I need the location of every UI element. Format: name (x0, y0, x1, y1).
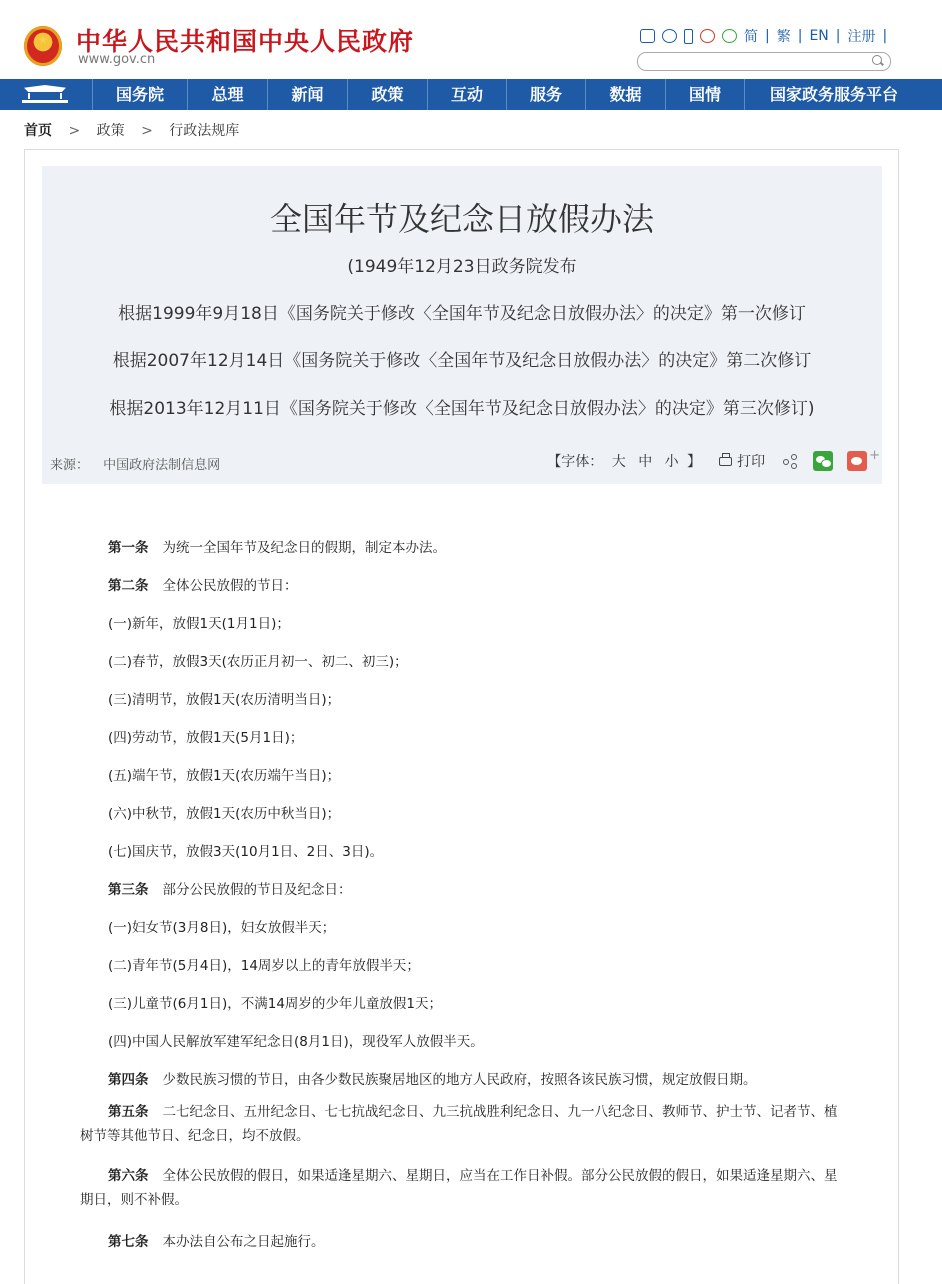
nav-item-interaction[interactable]: 互动 (428, 79, 507, 110)
separator: | (765, 28, 770, 44)
site-title[interactable]: 中华人民共和国中央人民政府 (76, 27, 415, 56)
article-header (42, 166, 882, 484)
breadcrumb-home[interactable]: 首页 (24, 123, 52, 139)
link-simplified[interactable]: 简 (744, 29, 758, 45)
article-2 (80, 574, 840, 594)
main-nav (0, 79, 942, 110)
printer-icon (719, 457, 732, 466)
article-text: 少数民族习惯的节日，由各少数民族聚居地区的地方人民政府，按照各该民族习惯，规定放假日期。 (162, 1072, 757, 1088)
article-text: 部分公民放假的节日及纪念日： (162, 882, 352, 898)
link-register[interactable]: 注册 (847, 29, 876, 45)
revision-line: (1949年12月23日政务院发布 (347, 257, 577, 277)
article-label: 第四条 (108, 1072, 149, 1088)
phone-icon[interactable] (684, 29, 693, 44)
list-item: (二)青年节(5月4日)，14周岁以上的青年放假半天； (108, 958, 420, 974)
wechat-icon[interactable] (722, 29, 737, 43)
font-size-large[interactable]: 大 (611, 454, 626, 470)
nav-item-data[interactable]: 数据 (586, 79, 666, 110)
nav-item-services[interactable]: 服务 (507, 79, 586, 110)
article-6 (80, 1164, 840, 1212)
nav-item-premier[interactable]: 总理 (188, 79, 268, 110)
site-url: www.gov.cn (78, 52, 156, 67)
link-english[interactable]: EN (809, 28, 829, 44)
mail-icon[interactable] (640, 29, 655, 43)
article-label: 第一条 (108, 540, 149, 556)
article-4 (80, 1068, 840, 1088)
revision-line: 根据2007年12月14日《国务院关于修改〈全国年节及纪念日放假办法〉的决定》第二次修订 (112, 351, 812, 371)
article-tools (547, 447, 880, 472)
article-1 (80, 536, 840, 556)
top-links (640, 26, 890, 46)
list-item: (七)国庆节，放假3天(10月1日、2日、3日)。 (108, 844, 384, 860)
separator: | (882, 28, 888, 44)
separator: | (797, 28, 803, 44)
list-item: (三)儿童节(6月1日)，不满14周岁的少年儿童放假1天； (108, 996, 443, 1012)
search-input[interactable] (637, 52, 891, 71)
nav-item-policy[interactable]: 政策 (348, 79, 428, 110)
wechat-share-icon[interactable] (813, 451, 833, 471)
search-icon[interactable] (872, 55, 882, 65)
article-text: 二七纪念日、五卅纪念日、七七抗战纪念日、九三抗战胜利纪念日、九一八纪念日、教师节、护士节、记者节、植树节等其他节日、纪念日，均不放假。 (80, 1104, 838, 1144)
message-icon[interactable] (662, 29, 677, 43)
chevron-right-icon: > (68, 123, 81, 139)
article-5 (80, 1100, 840, 1148)
national-emblem-logo[interactable] (24, 26, 62, 66)
nav-item-gov-service-platform[interactable]: 国家政务服务平台 (769, 85, 898, 104)
source-label: 来源： (50, 458, 90, 473)
home-building-icon[interactable] (0, 79, 93, 110)
list-item: (二)春节，放假3天(农历正月初一、初二、初三)； (108, 654, 408, 670)
article-text: 本办法自公布之日起施行。 (162, 1234, 325, 1250)
breadcrumb-policy[interactable]: 政策 (96, 123, 125, 139)
nav-item-national-info[interactable]: 国情 (666, 79, 745, 110)
list-item: (五)端午节，放假1天(农历端午当日)； (108, 768, 341, 784)
print-label: 打印 (737, 454, 766, 470)
article-label: 第六条 (108, 1168, 149, 1184)
breadcrumb-regulations[interactable]: 行政法规库 (169, 123, 240, 139)
page-title: 全国年节及纪念日放假办法 (269, 200, 654, 238)
font-size-control (547, 451, 701, 471)
article-label: 第三条 (108, 882, 149, 898)
site-header (0, 0, 942, 78)
list-item: (四)劳动节，放假1天(5月1日)； (108, 730, 304, 746)
article-text: 全体公民放假的节日： (162, 578, 298, 594)
nav-item-news[interactable]: 新闻 (268, 79, 348, 110)
article-label: 第五条 (108, 1104, 149, 1120)
print-button[interactable] (719, 451, 765, 471)
weibo-icon[interactable] (700, 29, 715, 43)
nav-item-state-council[interactable]: 国务院 (93, 79, 188, 110)
font-size-label: 【字体： (547, 454, 604, 470)
font-size-small[interactable]: 小 (664, 454, 679, 470)
separator: | (835, 28, 841, 44)
revision-line: 根据1999年9月18日《国务院关于修改〈全国年节及纪念日放假办法〉的决定》第一次修订 (118, 304, 806, 324)
weibo-share-icon[interactable] (847, 451, 867, 471)
chevron-right-icon: > (141, 123, 153, 139)
list-item: (六)中秋节，放假1天(农历中秋当日)； (108, 806, 341, 822)
source-link[interactable]: 中国政府法制信息网 (103, 458, 221, 473)
revision-line: 根据2013年12月11日《国务院关于修改〈全国年节及纪念日放假办法〉的决定》第三次修订) (109, 399, 815, 419)
list-item: (一)新年，放假1天(1月1日)； (108, 616, 290, 632)
article-text: 全体公民放假的假日，如果适逢星期六、星期日，应当在工作日补假。部分公民放假的假日，如果适逢星期六、星期日，则不补假。 (80, 1168, 838, 1208)
link-traditional[interactable]: 繁 (776, 29, 791, 45)
font-size-end: 】 (687, 454, 702, 470)
article-label: 第二条 (108, 578, 149, 594)
more-share-icon[interactable]: + (869, 447, 880, 463)
list-item: (四)中国人民解放军建军纪念日(8月1日)，现役军人放假半天。 (108, 1034, 484, 1050)
share-icon[interactable] (783, 454, 797, 468)
font-size-medium[interactable]: 中 (638, 454, 653, 470)
list-item: (三)清明节，放假1天(农历清明当日)； (108, 692, 341, 708)
article-7 (80, 1230, 840, 1250)
article-source (50, 454, 220, 473)
article-text: 为统一全国年节及纪念日的假期，制定本办法。 (162, 540, 446, 556)
article-3 (80, 878, 840, 898)
article-label: 第七条 (108, 1234, 149, 1250)
breadcrumb (24, 120, 239, 140)
list-item: (一)妇女节(3月8日)，妇女放假半天； (108, 920, 336, 936)
